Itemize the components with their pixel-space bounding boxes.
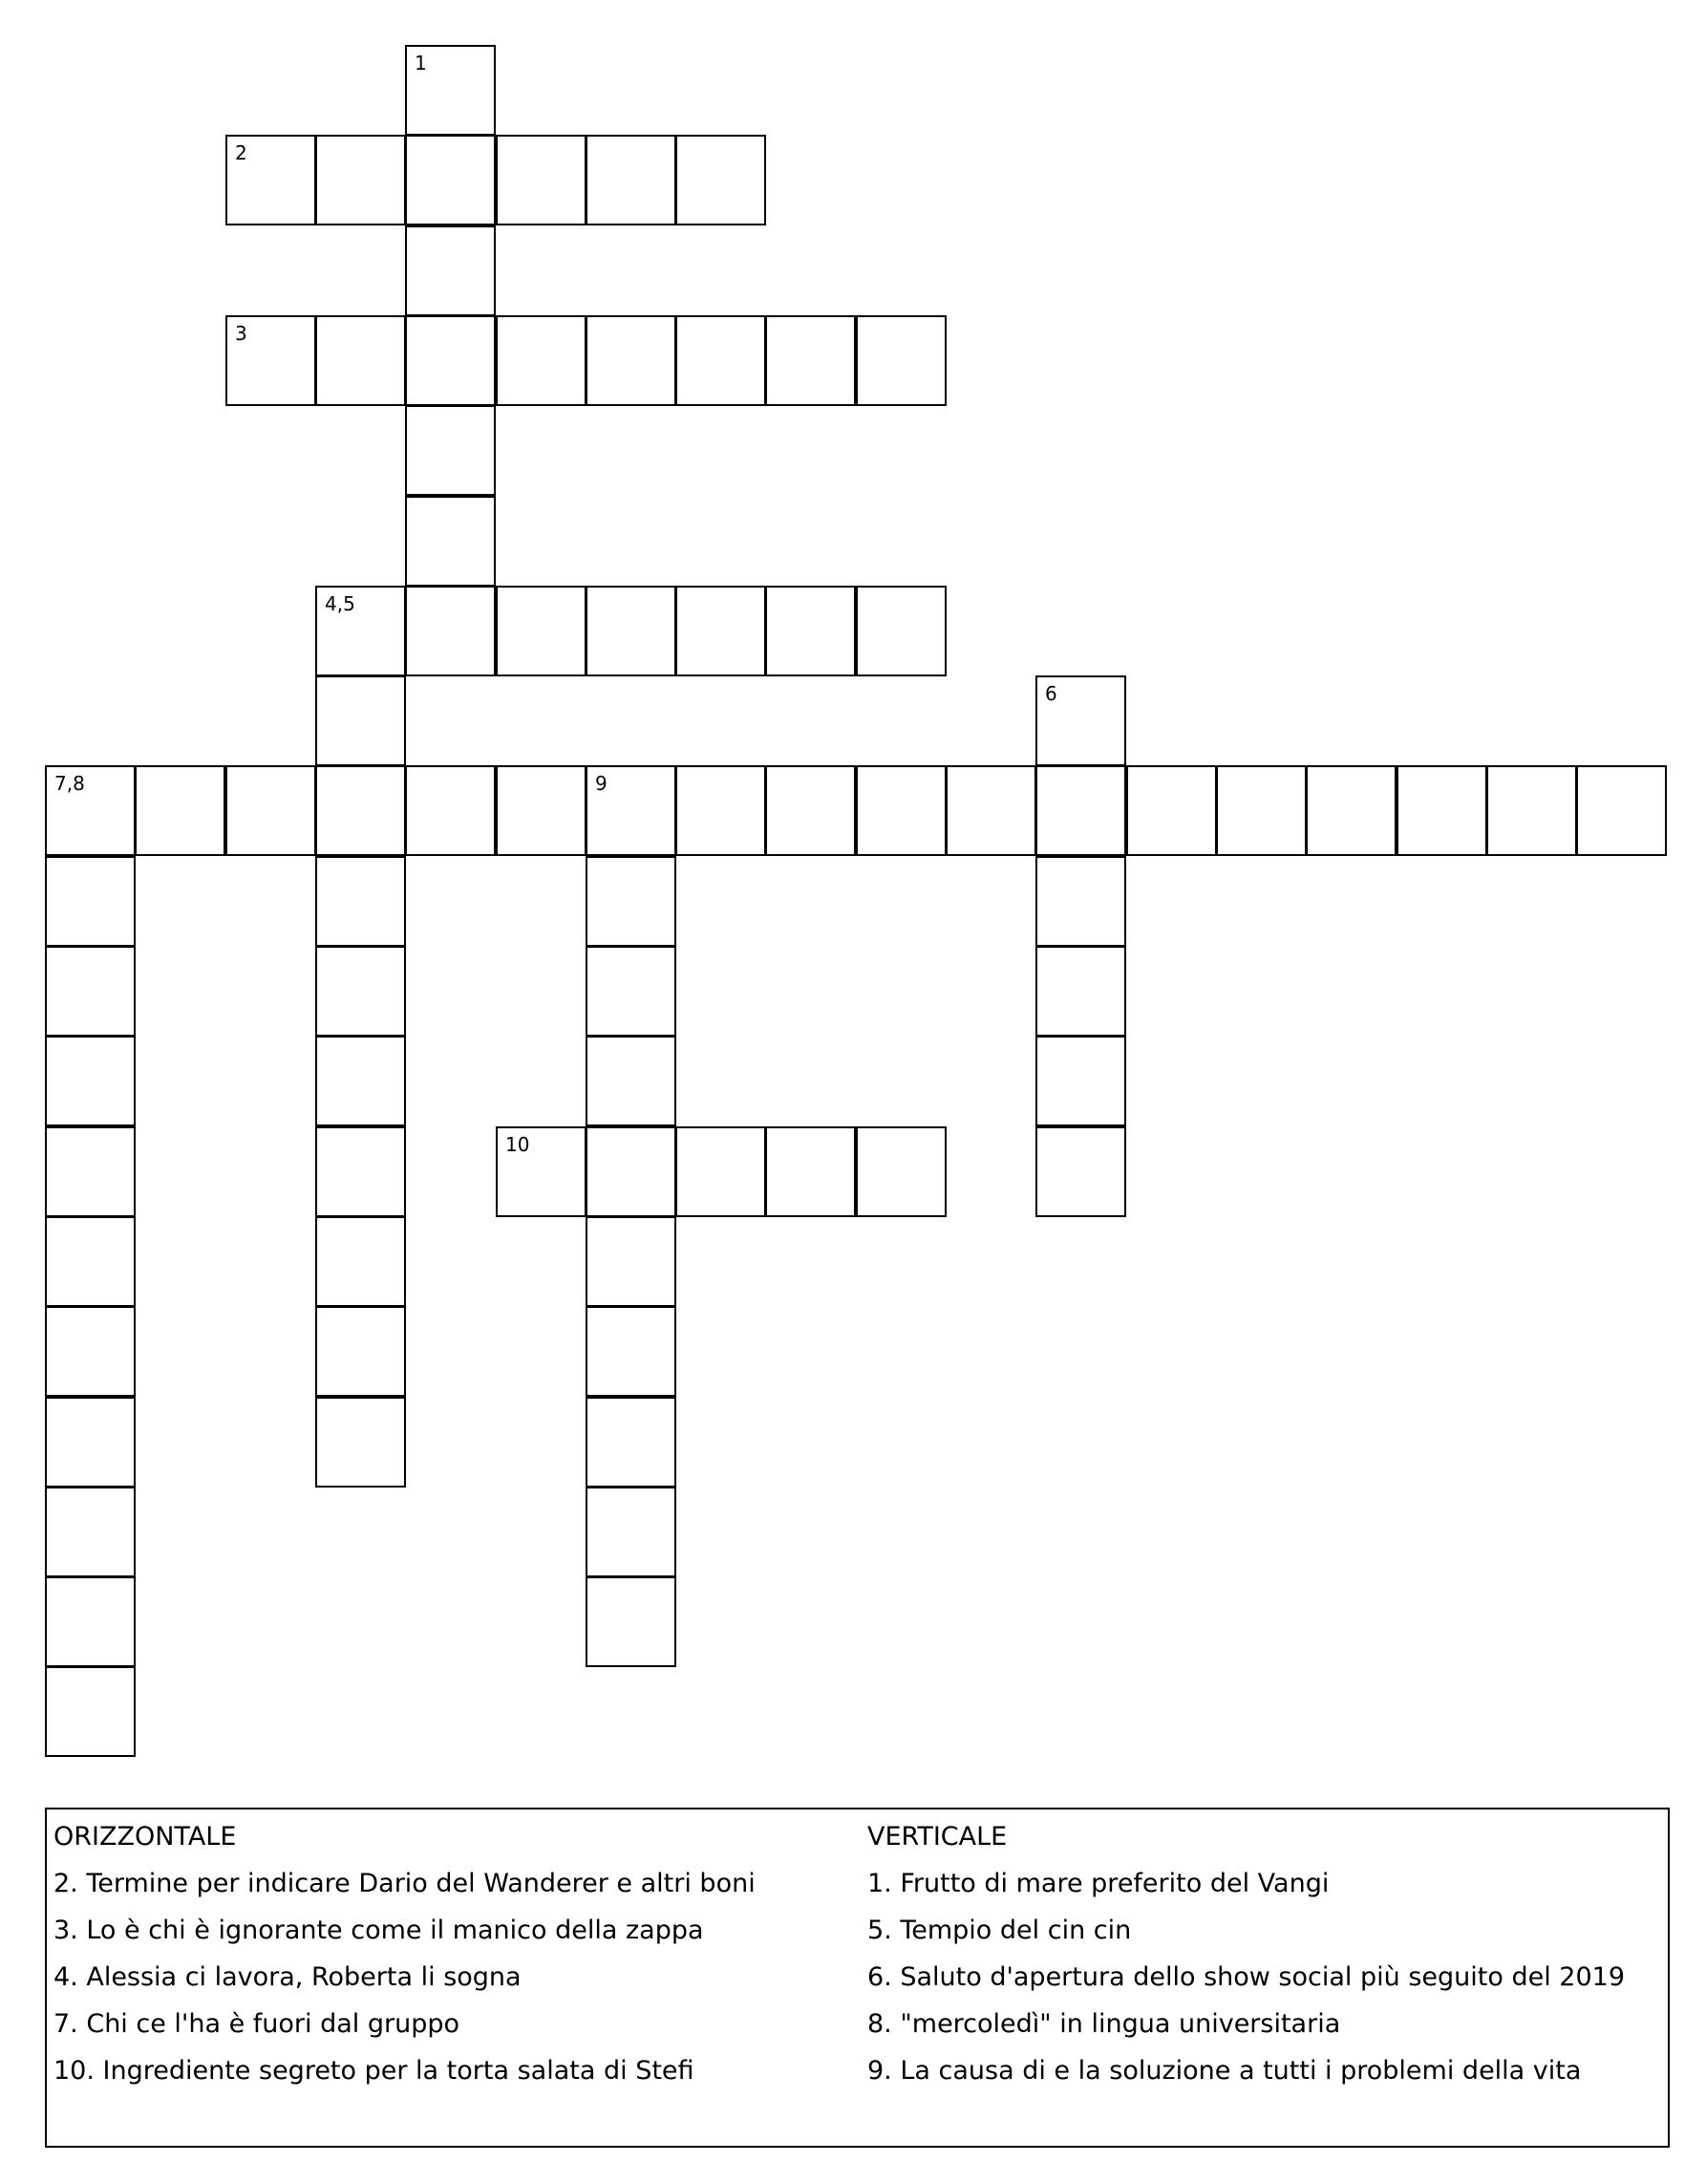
crossword-cell[interactable] — [496, 315, 586, 406]
crossword-cell[interactable] — [45, 1216, 136, 1307]
crossword-cell[interactable] — [675, 765, 766, 856]
crossword-cell[interactable] — [856, 315, 947, 406]
crossword-cell[interactable] — [315, 675, 406, 766]
crossword-cell[interactable] — [1035, 1126, 1126, 1217]
clues-panel — [45, 1808, 1670, 2148]
crossword-cell[interactable] — [315, 946, 406, 1037]
crossword-cell[interactable] — [586, 856, 676, 947]
crossword-cell[interactable] — [45, 1666, 136, 1757]
crossword-cell[interactable] — [45, 1487, 136, 1577]
crossword-cell[interactable] — [1486, 765, 1577, 856]
down-clues — [867, 1821, 1625, 2102]
crossword-cell[interactable] — [856, 1126, 947, 1217]
crossword-cell[interactable] — [586, 1036, 676, 1126]
crossword-cell[interactable] — [765, 765, 856, 856]
crossword-cell[interactable] — [405, 765, 496, 856]
crossword-cell[interactable] — [586, 1126, 676, 1217]
crossword-cell[interactable] — [675, 586, 766, 676]
crossword-cell[interactable] — [1035, 856, 1126, 947]
crossword-cell[interactable] — [1576, 765, 1667, 856]
down-clue: 5. Tempio del cin cin — [867, 1916, 1132, 1945]
crossword-cell[interactable] — [315, 856, 406, 947]
crossword-cell[interactable] — [765, 586, 856, 676]
crossword-cell[interactable] — [225, 765, 316, 856]
crossword-cell[interactable] — [586, 586, 676, 676]
crossword-cell[interactable] — [586, 315, 676, 406]
crossword-cell[interactable] — [496, 135, 586, 225]
crossword-cell[interactable] — [315, 1397, 406, 1488]
crossword-cell[interactable] — [586, 1306, 676, 1397]
crossword-cell[interactable] — [586, 1397, 676, 1488]
crossword-cell[interactable] — [765, 1126, 856, 1217]
crossword-cell[interactable] — [586, 135, 676, 225]
crossword-cell[interactable] — [1035, 675, 1126, 766]
crossword-cell[interactable] — [496, 1126, 586, 1217]
across-clue: 2. Termine per indicare Dario del Wanderer e altri boni — [53, 1869, 756, 1898]
crossword-cell[interactable] — [45, 1576, 136, 1667]
crossword-cell[interactable] — [856, 586, 947, 676]
clue-number: 10 — [505, 1133, 530, 1156]
crossword-cell[interactable] — [45, 1036, 136, 1126]
crossword-cell[interactable] — [675, 315, 766, 406]
across-clue: 7. Chi ce l'ha è fuori dal gruppo — [53, 2009, 460, 2039]
crossword-cell[interactable] — [405, 586, 496, 676]
crossword-cell[interactable] — [405, 225, 496, 316]
down-clue: 8. "mercoledì" in lingua universitaria — [867, 2009, 1341, 2039]
across-clue: 4. Alessia ci lavora, Roberta li sogna — [53, 1962, 522, 1992]
down-title: VERTICALE — [867, 1822, 1008, 1852]
crossword-cell[interactable] — [225, 135, 316, 225]
crossword-cell[interactable] — [586, 1576, 676, 1667]
crossword-cell[interactable] — [586, 765, 676, 856]
crossword-cell[interactable] — [675, 135, 766, 225]
clue-number: 6 — [1045, 682, 1057, 705]
crossword-cell[interactable] — [586, 946, 676, 1037]
clue-number: 2 — [235, 141, 247, 164]
clue-number: 1 — [415, 52, 427, 75]
crossword-cell[interactable] — [1216, 765, 1307, 856]
crossword-cell[interactable] — [675, 1126, 766, 1217]
crossword-cell[interactable] — [315, 1126, 406, 1217]
across-title: ORIZZONTALE — [53, 1822, 237, 1852]
down-clue: 9. La causa di e la soluzione a tutti i problemi della vita — [867, 2056, 1582, 2086]
crossword-cell[interactable] — [1035, 946, 1126, 1037]
crossword-cell[interactable] — [45, 765, 136, 856]
crossword-cell[interactable] — [45, 1306, 136, 1397]
crossword-cell[interactable] — [45, 856, 136, 947]
crossword-cell[interactable] — [315, 1216, 406, 1307]
across-clue: 10. Ingrediente segreto per la torta salata di Stefi — [53, 2056, 694, 2086]
crossword-cell[interactable] — [496, 586, 586, 676]
crossword-cell[interactable] — [586, 1216, 676, 1307]
across-clues — [53, 1821, 756, 2102]
crossword-cell[interactable] — [225, 315, 316, 406]
crossword-cell[interactable] — [315, 1306, 406, 1397]
clue-number: 7,8 — [54, 772, 85, 795]
crossword-cell[interactable] — [135, 765, 225, 856]
crossword-cell[interactable] — [315, 765, 406, 856]
crossword-cell[interactable] — [1306, 765, 1397, 856]
across-clue: 3. Lo è chi è ignorante come il manico della zappa — [53, 1916, 704, 1945]
crossword-cell[interactable] — [45, 1126, 136, 1217]
clue-number: 3 — [235, 322, 247, 345]
clue-number: 4,5 — [325, 592, 355, 615]
crossword-cell[interactable] — [405, 45, 496, 136]
down-clue: 1. Frutto di mare preferito del Vangi — [867, 1869, 1330, 1898]
crossword-cell[interactable] — [856, 765, 947, 856]
crossword-cell[interactable] — [586, 1487, 676, 1577]
down-clue: 6. Saluto d'apertura dello show social più seguito del 2019 — [867, 1962, 1625, 1992]
crossword-cell[interactable] — [405, 315, 496, 406]
crossword-cell[interactable] — [315, 1036, 406, 1126]
clue-number: 9 — [595, 772, 608, 795]
crossword-cell[interactable] — [405, 496, 496, 587]
crossword-cell[interactable] — [315, 135, 406, 225]
crossword-cell[interactable] — [946, 765, 1036, 856]
crossword-cell[interactable] — [315, 315, 406, 406]
crossword-cell[interactable] — [45, 946, 136, 1037]
crossword-cell[interactable] — [1035, 1036, 1126, 1126]
crossword-cell[interactable] — [405, 405, 496, 496]
crossword-cell[interactable] — [405, 135, 496, 225]
crossword-cell[interactable] — [315, 586, 406, 676]
crossword-cell[interactable] — [1397, 765, 1487, 856]
crossword-cell[interactable] — [1126, 765, 1217, 856]
crossword-cell[interactable] — [496, 765, 586, 856]
crossword-cell[interactable] — [765, 315, 856, 406]
crossword-cell[interactable] — [45, 1397, 136, 1488]
crossword-cell[interactable] — [1035, 765, 1126, 856]
